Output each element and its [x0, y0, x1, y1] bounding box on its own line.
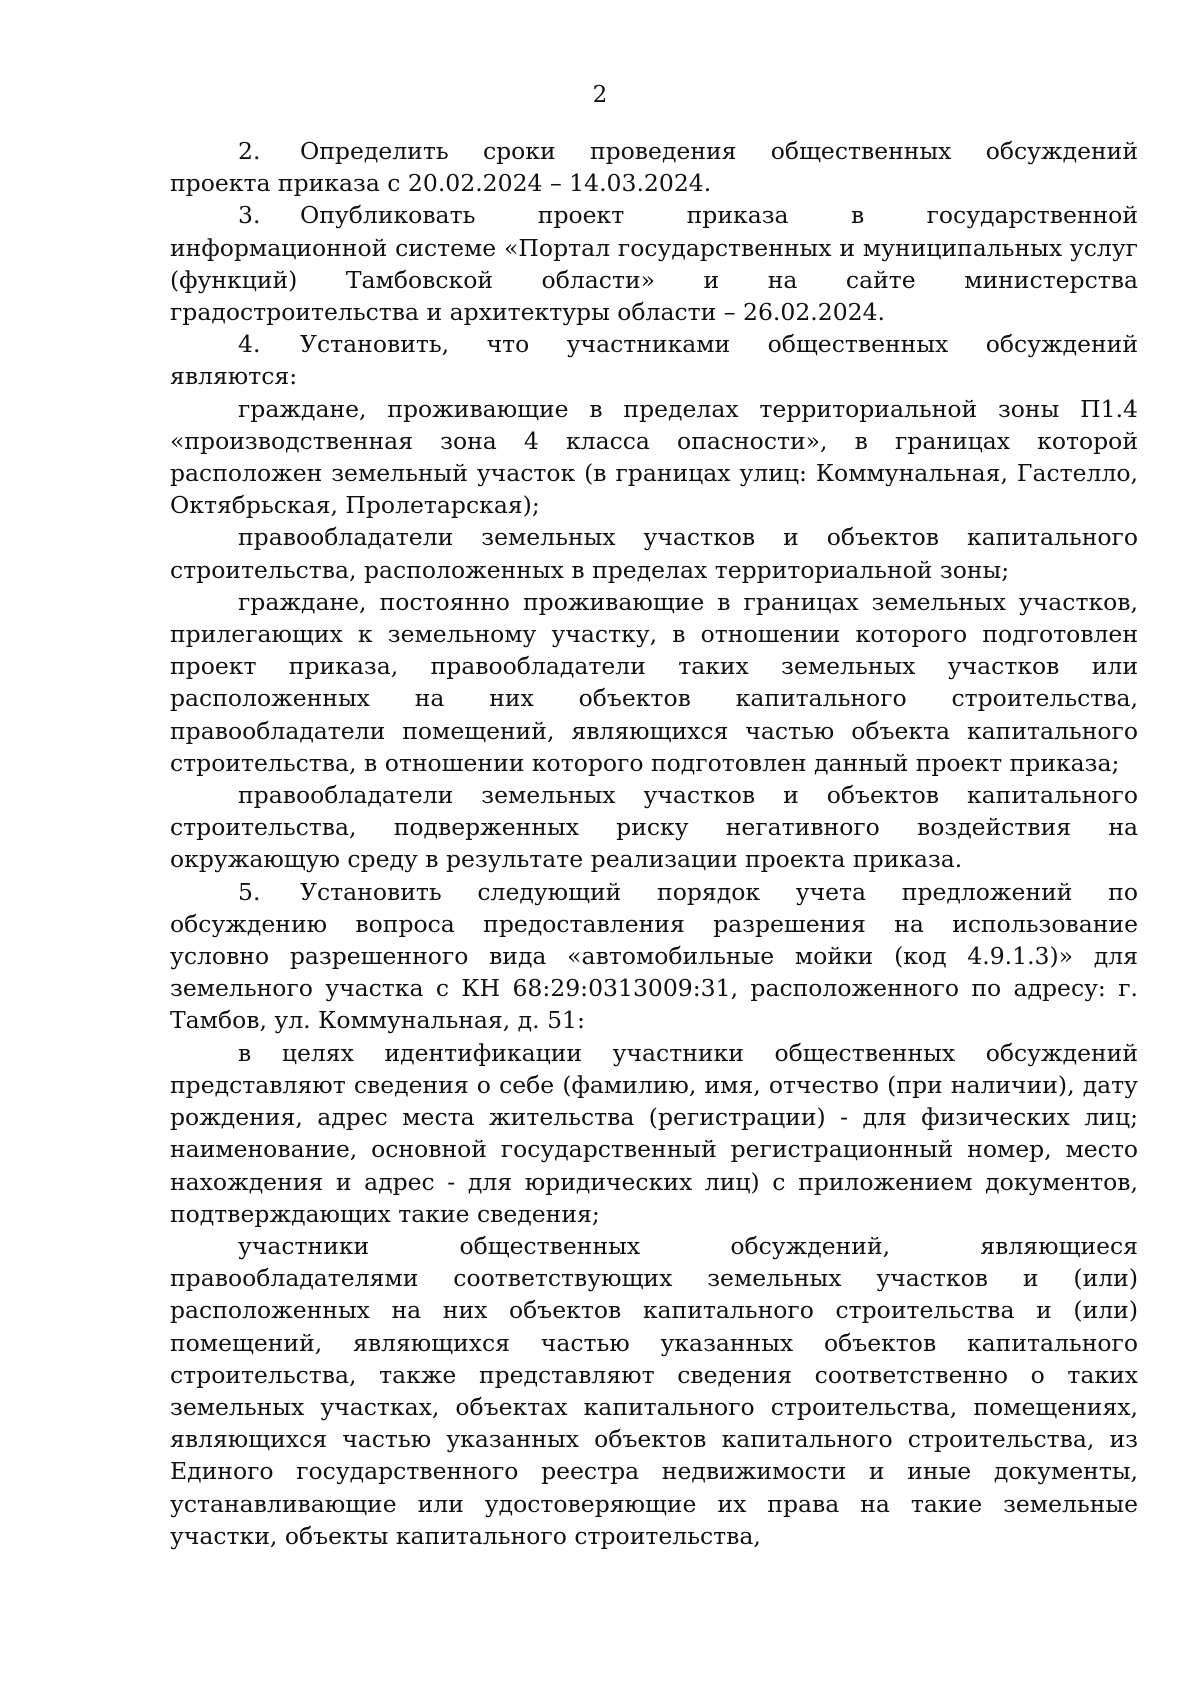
- paragraph-3: [170, 199, 1138, 328]
- paragraph-number: 3.: [238, 201, 261, 230]
- paragraph-citizens-zone: [170, 393, 1138, 522]
- paragraph-identification: [170, 1037, 1138, 1230]
- paragraph-rightholders-risk: [170, 779, 1138, 876]
- paragraph-text: Установить, что участниками общественных обсуждений являются:: [170, 330, 1138, 391]
- paragraph-text: Определить сроки проведения общественных обсуждений проекта приказа с 20.02.2024 – 14.03.2024.: [170, 137, 1138, 198]
- paragraph-text: Опубликовать проект приказа в государственной информационной системе «Портал государственных и муниципальных услуг (функций) Тамбовской области» и на сайте министерства градостроительства и архитектуры области – 26.02.2024.: [170, 201, 1138, 327]
- paragraph-text: Установить следующий порядок учета предложений по обсуждению вопроса предоставления разрешения на использование условно разрешенного вида «автомобильные мойки (код 4.9.1.3)» для земельного участка с КН 68:29:0313009:31, расположенного по адресу: г. Тамбов, ул. Коммунальная, д. 51:: [170, 877, 1138, 1035]
- paragraph-text: участники общественных обсуждений, являющиеся правообладателями соответствующих земельных участков и (или) расположенных на них объектов капитального строительства и (или) помещений, являющихся частью указанных объектов капитального строительства, также представляют сведения соответственно о таких земельных участках, объектах капитального строительства, помещениях, являющихся частью указанных объектов капитального строительства, из Единого государственного реестра недвижимости и иные документы, устанавливающие или удостоверяющие их права на такие земельные участки, объекты капитального строительства,: [170, 1231, 1138, 1550]
- document-body: [170, 135, 1138, 1552]
- page-number: 2: [592, 82, 608, 108]
- paragraph-text: правообладатели земельных участков и объектов капитального строительства, расположенных в пределах территориальной зоны;: [170, 523, 1138, 584]
- paragraph-number: 5.: [238, 877, 261, 906]
- paragraph-adjacent-residents: [170, 586, 1138, 779]
- paragraph-2: [170, 135, 1138, 199]
- paragraph-text: граждане, постоянно проживающие в границах земельных участков, прилегающих к земельному участку, в отношении которого подготовлен проект приказа, правообладатели таких земельных участков или расположенных на них объектов капитального строительства, правообладатели помещений, являющихся частью объекта капитального строительства, в отношении которого подготовлен данный проект приказа;: [170, 587, 1138, 777]
- paragraph-text: в целях идентификации участники общественных обсуждений представляют сведения о себе (фамилию, имя, отчество (при наличии), дату рождения, адрес места жительства (регистрации) - для физических лиц; наименование, основной государственный регистрационный номер, место нахождения и адрес - для юридических лиц) с приложением документов, подтверждающих такие сведения;: [170, 1038, 1138, 1228]
- paragraph-number: 4.: [238, 330, 261, 359]
- paragraph-5: [170, 876, 1138, 1037]
- paragraph-number: 2.: [238, 137, 261, 165]
- paragraph-rightholders-zone: [170, 521, 1138, 585]
- paragraph-rightholder-participants: [170, 1230, 1138, 1552]
- paragraph-text: граждане, проживающие в пределах территориальной зоны П1.4 «производственная зона 4 класса опасности», в границах которой расположен земельный участок (в границах улиц: Коммунальная, Гастелло, Октябрьская, Пролетарская);: [170, 394, 1138, 520]
- paragraph-text: правообладатели земельных участков и объектов капитального строительства, подверженных риску негативного воздействия на окружающую среду в результате реализации проекта приказа.: [170, 781, 1138, 874]
- paragraph-4: [170, 328, 1138, 392]
